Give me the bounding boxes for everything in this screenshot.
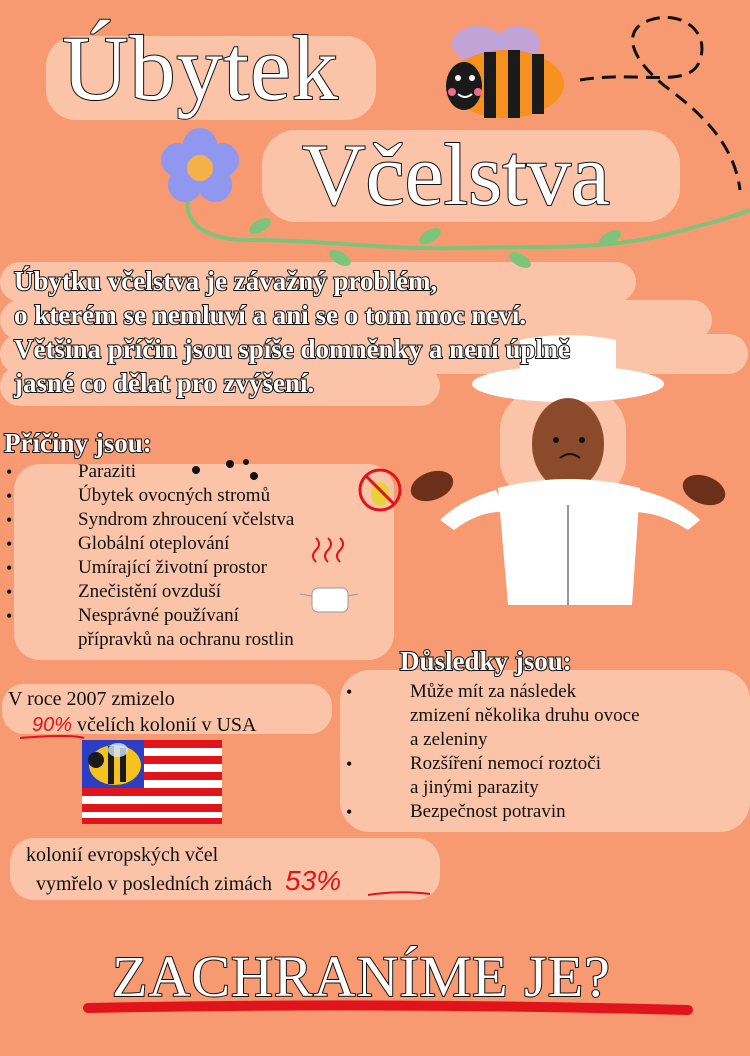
list-item: • Globální oteplování: [6, 533, 230, 554]
consequences-list: [346, 680, 750, 824]
intro-line: Většina příčin jsou spíše domněnky a není úplně: [14, 334, 570, 364]
intro-line: o kterém se nemluví a ani se o tom moc neví.: [14, 300, 527, 330]
list-item-continuation: přípravků na ochranu rostlin: [78, 629, 294, 650]
eu-stat-line-2: [26, 865, 342, 897]
list-item: • Úbytek ovocných stromů: [6, 485, 271, 506]
leaf: [247, 215, 274, 237]
list-item: • Paraziti: [6, 461, 137, 482]
usa-stat-line-1: V roce 2007 zmizelo: [8, 688, 175, 710]
consequences-heading: Důsledky jsou:: [400, 646, 572, 676]
title-line-2: Včelstva: [302, 127, 610, 224]
intro-paragraph: [14, 264, 750, 400]
underline-53: [368, 892, 430, 895]
list-item: • Syndrom zhroucení včelstva: [6, 509, 295, 530]
leaf: [417, 225, 444, 247]
intro-line: Úbytku včelstva je závažný problém,: [14, 266, 438, 296]
list-item: • Nesprávné používaní: [6, 605, 239, 626]
eu-stat: [26, 842, 341, 897]
list-item: • Znečistění ovzduší: [6, 581, 221, 602]
title-line-1: Úbytek: [62, 17, 339, 119]
causes-list: [6, 460, 426, 652]
flower-icon: [161, 128, 239, 202]
causes-heading: Příčiny jsou:: [4, 428, 152, 458]
usa-percent: 90%: [32, 714, 73, 736]
usa-stat-text: včelích kolonií v USA: [72, 714, 257, 736]
list-item: • Bezpečnost potravin: [346, 801, 566, 822]
usa-stat-line-2: [8, 712, 256, 738]
eu-stat-line-1: kolonií evropských včel: [26, 844, 219, 866]
call-to-action: ZACHRANÍME JE?: [112, 944, 611, 1009]
list-item: • Umírající životní prostor: [6, 557, 267, 578]
list-item: • Může mít za následek zmizení několika druhu ovoce a zeleniny: [346, 681, 640, 750]
eu-percent: 53%: [285, 865, 342, 896]
list-item: • Rozšíření nemocí roztoči a jinými parazity: [346, 753, 601, 798]
intro-line: jasné co dělat pro zvýšení.: [14, 368, 315, 398]
bee-icon: [446, 26, 564, 118]
usa-flag-with-bee: [82, 740, 222, 824]
eu-stat-text: vymřelo v posledních zimách: [36, 873, 273, 895]
usa-stat: [8, 686, 256, 738]
